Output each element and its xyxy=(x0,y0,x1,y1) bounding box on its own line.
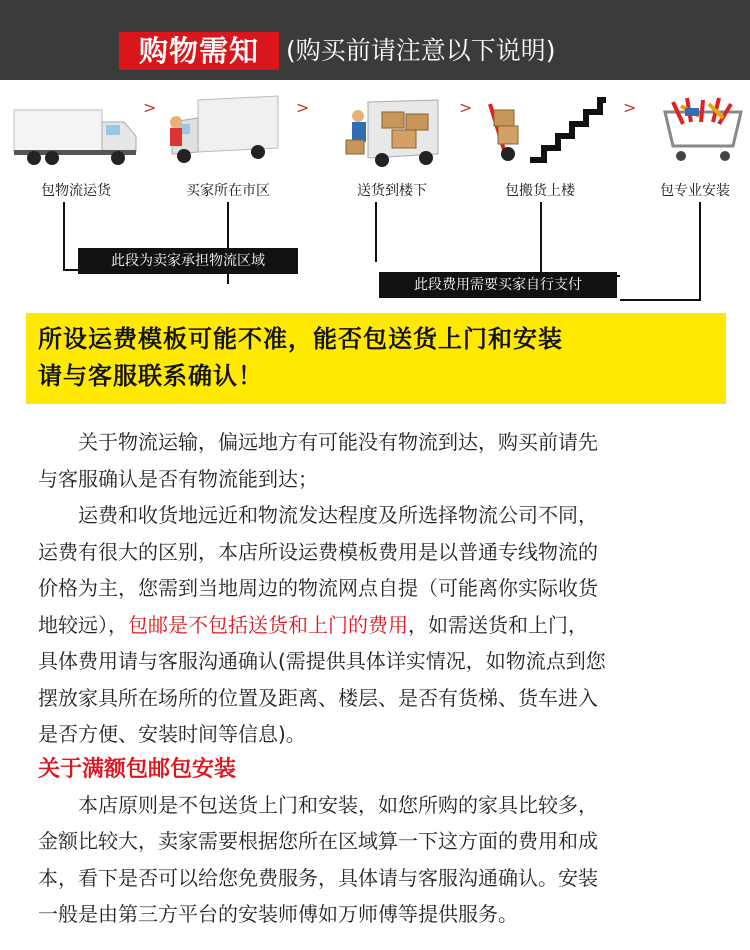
chevron-right-icon: > xyxy=(459,98,473,117)
truck-icon xyxy=(6,92,146,170)
paragraph-line: 运费有很大的区别，本店所设运费模板费用是以普通专线物流的 xyxy=(38,539,598,564)
hand-truck-stairs-icon xyxy=(470,92,610,170)
paragraph-line: 本店原则是不包送货上门和安装，如您所购的家具比较多， xyxy=(78,792,598,817)
free-shipping-note: 包邮是不包括送货和上门的费用 xyxy=(128,612,408,637)
paragraph-line: 摆放家具所在场所的位置及距离、楼层、是否有货梯、货车进入 xyxy=(38,685,598,710)
flow-step-label: 送货到楼下 xyxy=(357,183,427,199)
paragraph-line: 价格为主，您需到当地周边的物流网点自提（可能离你实际收货 xyxy=(38,576,598,600)
flow-step-5 xyxy=(625,92,750,202)
notice-line: 所设运费模板可能不准，能否包送货上门和安装 xyxy=(38,325,563,353)
header-bar xyxy=(0,0,750,80)
flow-step-label: 包搬货上楼 xyxy=(505,183,575,199)
delivery-truck-icon xyxy=(158,92,298,170)
chevron-right-icon: > xyxy=(143,98,157,117)
chevron-right-icon: > xyxy=(296,98,310,117)
flow-step-3 xyxy=(322,92,462,202)
flow-step-4 xyxy=(470,92,610,202)
paragraph-line: 一般是由第三方平台的安装师傅如万师傅等提供服务。 xyxy=(38,902,518,926)
flow-step-2 xyxy=(158,92,298,202)
freight-notice xyxy=(26,313,726,404)
tool-cart-icon xyxy=(625,92,750,170)
buyer-zone-label: 此段费用需要买家自行支付 xyxy=(379,272,617,298)
page-subtitle: (购买前请注意以下说明) xyxy=(286,36,556,65)
flow-step-label: 买家所在市区 xyxy=(186,183,270,199)
page-title: 购物需知 xyxy=(119,32,279,70)
paragraph-text: 地较远）， xyxy=(38,612,128,637)
chevron-right-icon: > xyxy=(623,98,637,117)
paragraph-line: 本，看下是否可以给您免费服务，具体请与客服沟通确认。安装 xyxy=(38,865,598,890)
paragraph-line: 运费和收货地远近和物流发达程度及所选择物流公司不同， xyxy=(78,503,598,527)
flow-step-label: 包专业安装 xyxy=(660,183,730,199)
paragraph-line: 金额比较大，卖家需要根据您所在区域算一下这方面的费用和成 xyxy=(38,829,598,853)
paragraph-line xyxy=(38,607,718,644)
paragraph-line: 关于物流运输，偏远地方有可能没有物流到达，购买前请先 xyxy=(78,430,598,454)
instructions-body xyxy=(38,424,718,933)
section-heading: 关于满额包邮包安装 xyxy=(38,756,237,782)
seller-zone-label: 此段为卖家承担物流区域 xyxy=(78,248,298,274)
paragraph-line: 具体费用请与客服沟通确认(需提供具体详实情况，如物流点到您 xyxy=(38,649,606,673)
notice-line: 请与客服联系确认！ xyxy=(38,362,263,390)
flow-step-1 xyxy=(6,92,146,202)
paragraph-line: 与客服确认是否有物流能到达； xyxy=(38,466,318,491)
paragraph-text: ，如需送货和上门， xyxy=(408,612,588,637)
loading-boxes-icon xyxy=(322,92,462,170)
flow-step-label: 包物流运货 xyxy=(41,183,111,199)
paragraph-line: 是否方便、安装时间等信息)。 xyxy=(38,722,306,746)
